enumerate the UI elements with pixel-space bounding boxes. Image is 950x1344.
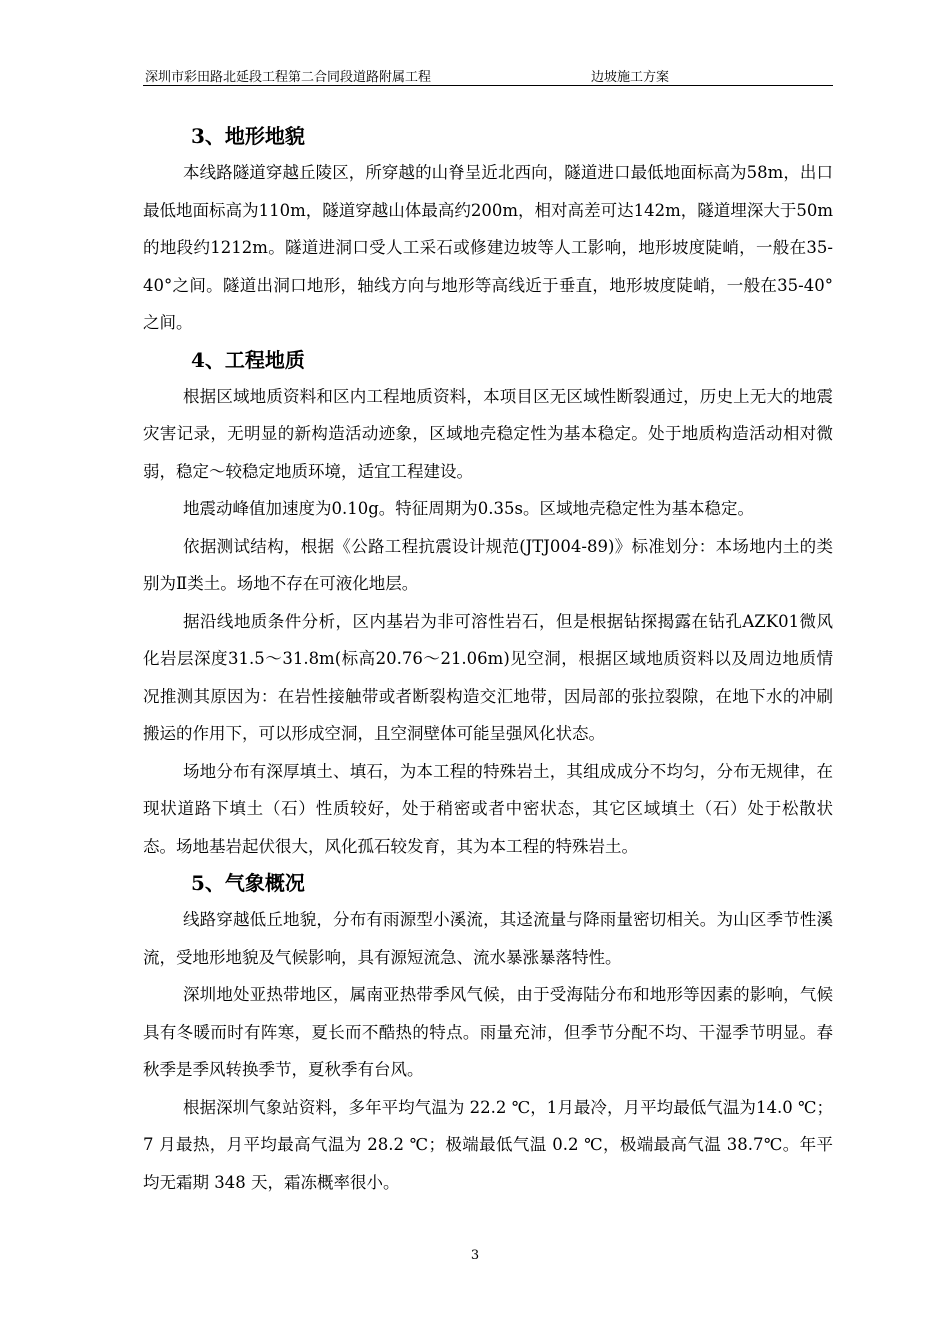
header-document-title: 边坡施工方案 [591, 70, 670, 85]
geology-paragraph-4: 据沿线地质条件分析，区内基岩为非可溶性岩石，但是根据钻探揭露在钻孔AZK01微风化岩层深度31.5～31.8m(标高20.76～21.06m)见空洞，根据区域地质资料以及周边地质情况推测其原因为：在岩性接触带或者断裂构造交汇地带，因局部的张拉裂隙，在地下水的冲刷搬运的作用下，可以形成空洞，且空洞壁体可能呈强风化状态。 [143, 611, 833, 743]
section-heading-geology: 4、工程地质 [191, 347, 305, 372]
document-body [143, 118, 833, 1201]
climate-paragraph-3: 根据深圳气象站资料，多年平均气温为 22.2 ℃，1月最冷，月平均最低气温为14.0 ℃；7 月最热，月平均最高气温为 28.2 ℃；极端最低气温 0.2 ℃，极端最高气温 38.7℃。年平均无霜期 348 天，霜冻概率很小。 [143, 1097, 833, 1192]
page-number: 3 [470, 1248, 480, 1263]
climate-paragraph-1: 线路穿越低丘地貌，分布有雨源型小溪流，其迳流量与降雨量密切相关。为山区季节性溪流，受地形地貌及气候影响，具有源短流急、流水暴涨暴落特性。 [143, 910, 833, 967]
page-header [143, 63, 833, 86]
header-project-title: 深圳市彩田路北延段工程第二合同段道路附属工程 [145, 70, 432, 85]
section-heading-terrain: 3、地形地貌 [191, 124, 305, 148]
terrain-paragraph: 本线路隧道穿越丘陵区，所穿越的山脊呈近北西向，隧道进口最低地面标高为58m，出口最低地面标高为110m，隧道穿越山体最高约200m，相对高差可达142m，隧道埋深大于50m的地段约1212m。隧道进洞口受人工采石或修建边坡等人工影响，地形坡度陡峭，一般在35-40°之间。隧道出洞口地形，轴线方向与地形等高线近于垂直，地形坡度陡峭，一般在35-40°之间。 [143, 163, 833, 332]
geology-paragraph-3: 依据测试结构，根据《公路工程抗震设计规范(JTJ004-89)》标准划分：本场地内土的类别为Ⅱ类土。场地不存在可液化地层。 [143, 536, 833, 593]
climate-paragraph-2: 深圳地处亚热带地区，属南亚热带季风气候，由于受海陆分布和地形等因素的影响，气候具有冬暖而时有阵寒，夏长而不酷热的特点。雨量充沛，但季节分配不均、干湿季节明显。春秋季是季风转换季节，夏秋季有台风。 [143, 985, 833, 1079]
section-heading-climate: 5、气象概况 [191, 871, 305, 895]
geology-paragraph-1: 根据区域地质资料和区内工程地质资料，本项目区无区域性断裂通过，历史上无大的地震灾害记录，无明显的新构造活动迹象，区域地壳稳定性为基本稳定。处于地质构造活动相对微弱，稳定～较稳定地质环境，适宜工程建设。 [143, 386, 833, 481]
geology-paragraph-5: 场地分布有深厚填土、填石，为本工程的特殊岩土，其组成成分不均匀，分布无规律，在现状道路下填土（石）性质较好，处于稍密或者中密状态，其它区域填土（石）处于松散状态。场地基岩起伏很大，风化孤石较发育，其为本工程的特殊岩土。 [143, 761, 833, 856]
geology-paragraph-2: 地震动峰值加速度为0.10g。特征周期为0.35s。区域地壳稳定性为基本稳定。 [183, 499, 755, 518]
